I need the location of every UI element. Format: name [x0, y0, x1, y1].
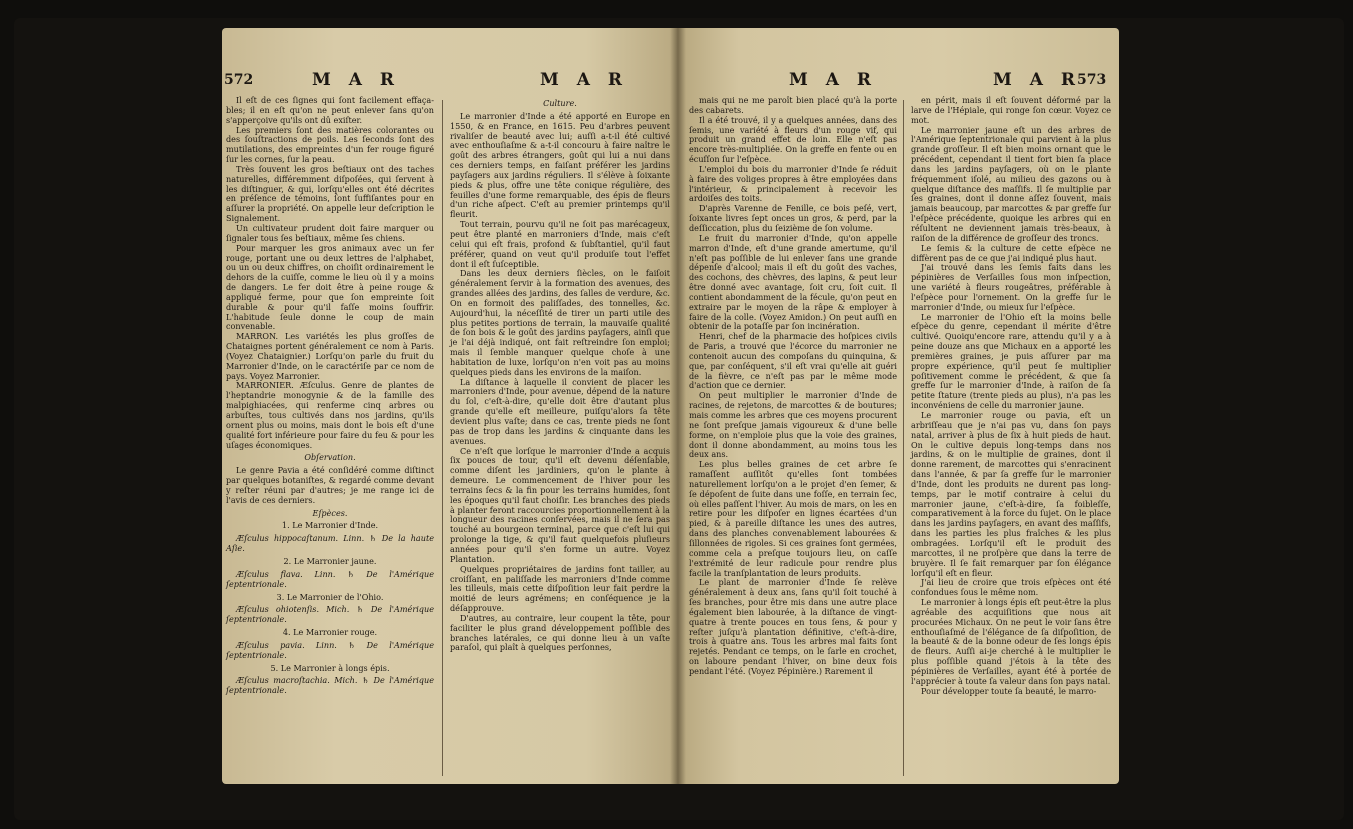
paragraph: Le genre Pavia a été conſidéré comme diſtinct par quelques botaniſtes, & regardé comme devant y reſter réuni par d'autres; je me range ici de l'avis de ces derniers.: [226, 465, 434, 505]
paragraph: On peut multiplier le marronier d'Inde de racines, de rejetons, de marcottes & de boutures; mais comme les arbres que ces moyens procurent ne ſont preſque jamais vigoureux & d'une belle forme, on n'emploie plus que la voie des graines, dont il donne abondamment, au moins tous les deux ans.: [689, 390, 897, 460]
paragraph: Les premiers ſont des matières colorantes ou des ſouſtractions de poils. Les ſeconds ſont des mutilations, des empreintes d'un fer rouge figuré ſur les cornes, ſur la peau.: [226, 124, 434, 165]
species-name: 3. Le Marronier de l'Ohio.: [276, 591, 384, 602]
species-latin: Æſculus pavia. Linn. ♄ De l'Amérique ſeptentrionale.: [226, 639, 434, 660]
paragraph: J'ai lieu de croire que trois eſpèces ont été confondues ſous le même nom.: [911, 577, 1111, 598]
running-head-right-center: M A R: [789, 70, 877, 90]
species-latin: Æſculus macroſtachia. Mich. ♄ De l'Amérique ſeptentrionale.: [226, 675, 434, 696]
paragraph: Le marronier jaune eſt un des arbres de l'Amérique ſeptentrionale qui parvient à la plus grande groſſeur. Il eſt bien moins ornant que le précédent, cependant il tient fort bien ſa place dans les jardins payſagers, où on le plante fréquemment iſolé, au milieu des gazons ou à quelque diſtance des maſſifs. Il ſe multiplie par ſes graines, dont il donne aſſez ſouvent, mais jamais beaucoup, par marcottes & par greffe ſur l'eſpèce précédente, quoique les arbres qui en réſultent ne deviennent jamais très-beaux, à raiſon de la différence de groſſeur des troncs.: [911, 124, 1111, 243]
paragraph: Le marronier d'Inde a été apporté en Europe en 1550, & en France, en 1615. Peu d'arbres peuvent rivaliſer de beauté avec lui; auſſi a-t-il été cultivé avec enthouſiaſme & a-t-il concouru à faire naître le goût des arbres étrangers, goût qui lui a nui dans ces derniers temps, en faiſant préférer les jardins payſagers aux jardins réguliers. Il s'élève à ſoixante pieds & plus, offre une tête conique régulière, des feuilles d'une forme remarquable, des épis de fleurs d'un riche aſpect. C'eſt au premier printemps qu'il fleurit.: [450, 110, 670, 220]
species-name: 1. Le Marronier d'Inde.: [281, 520, 379, 531]
paragraph: Le ſemis & la culture de cette eſpèce ne diffèrent pas de ce que j'ai indiqué plus haut.: [911, 242, 1111, 263]
running-head-right: M A R: [993, 70, 1081, 90]
column-3: [689, 96, 897, 677]
column-2: [450, 96, 670, 653]
section-heading: Culture.: [543, 98, 577, 108]
paragraph: Henri, chef de la pharmacie des hoſpices civils de Paris, a trouvé que l'écorce du marronier ne contenoit aucun des compoſans du quinquina, & que, par conſéquent, s'il eſt vrai qu'elle ait guéri de la fièvre, ce n'eſt pas par le même mode d'action que ce dernier.: [689, 331, 897, 391]
paragraph: MARRON. Les variétés les plus groſſes de Chataignes portent généralement ce nom à Paris. (Voyez Chataignier.) Lorſqu'on parle du fruit du Marronier d'Inde, on le caractériſe par ce nom de pays. Voyez Marronier.: [226, 331, 434, 381]
species-name: 5. Le Marronier à longs épis.: [270, 662, 390, 673]
paragraph: Les plus belles graines de cet arbre ſe ramaſſent auſſitôt qu'elles ſont tombées naturellement lorſqu'on a le projet d'en ſemer, & ſe dépoſent de ſuite dans une foſſe, en terrain ſec, où elles paſſent l'hiver. Au mois de mars, on les en retire pour les diſpoſer en lignes écartées d'un pied, & à pareille diſtance les unes des autres, dans des planches convenablement labourées & ſillonnées de rigoles. Si ces graines ſont germées, comme cela a preſque toujours lieu, on caſſe l'extrémité de leur radicule pour rendre plus facile la tranſplantation de leurs produits.: [689, 459, 897, 578]
paragraph: Le plant de marronier d'Inde ſe relève généralement à deux ans, ſans qu'il ſoit touché à ſes branches, pour être mis dans une autre place également bien labourée, à la diſtance de vingt-quatre à trente pouces en tous ſens, & pour y reſter juſqu'à plantation définitive, c'eſt-à-dire, trois à quatre ans. Tous les arbres mal faits ſont rejetés. Pendant ce temps, on le ſarle en crochet, on laboure pendant l'hiver, on bine deux fois pendant l'été. (Voyez Pépinière.) Rarement il: [689, 577, 897, 676]
paragraph: Pour marquer les gros animaux avec un fer rouge, portant une ou deux lettres de l'alphabet, ou un ou deux chiffres, on choiſit ordinairement le dehors de la cuiſſe, comme le lieu où il y a moins de dangers. Le fer doit être à peine rouge & appliqué ferme, pour que ſon empreinte ſoit durable & pour qu'il faſſe moins ſouffrir. L'habitude ſeule donne le coup de main convenable.: [226, 242, 434, 332]
column-4: [911, 96, 1111, 696]
paragraph: mais qui ne me paroît bien placé qu'à la porte des cabarets.: [689, 95, 897, 115]
paragraph: Ce n'eſt que lorſque le marronier d'Inde a acquis ſix pouces de tour, qu'il eſt devenu déſenſable, comme diſent les jardiniers, qu'on le plante à demeure. Le commencement de l'hiver pour les terrains ſecs & la fin pour les terrains humides, ſont les époques qu'il faut choiſir. Les branches des pieds à planter feront raccourcies proportionnellement à la longueur des racines conſervées, mais il ne ſera pas touché au bourgeon terminal, parce que c'eſt lui qui prolonge la tige, & qu'il faut quelquefois pluſieurs années pour qu'il s'en forme un autre. Voyez Plantation.: [450, 445, 670, 564]
page-number-left: 572: [224, 72, 254, 88]
paragraph: Il eſt de ces ſignes qui ſont facilement effaça-bles; il en eſt qu'on ne peut enlever ſans qu'on s'apperçoive qu'ils ont dû exiſter.: [226, 95, 434, 125]
species-latin: Æſculus hippocaſtanum. Linn. ♄ De la haute Aſie.: [226, 533, 434, 554]
species-latin: Æſculus ohiotenſis. Mich. ♄ De l'Amérique ſeptentrionale.: [226, 604, 434, 625]
paragraph: Quelques propriétaires de jardins font tailler, au croiſſant, en paliſſade les marroniers d'Inde comme les tilleuls, mais cette diſpoſition leur fait perdre la moitié de leurs agrémens; en conſéquence je la déſapprouve.: [450, 563, 670, 614]
page-number-right: 573: [1077, 72, 1107, 88]
paragraph: Tout terrain, pourvu qu'il ne ſoit pas marécageux, peut être planté en marroniers d'Inde, mais c'eſt celui qui eſt frais, profond & ſubſtantiel, qu'il faut préférer, quand on veut qu'il produiſe tout l'effet dont il eſt ſuſceptible.: [450, 219, 670, 269]
section-heading: Eſpèces.: [312, 507, 348, 518]
column-rule: [903, 100, 904, 776]
running-head-left-center: M A R: [540, 70, 628, 90]
section-heading: Obſervation.: [304, 452, 356, 463]
book-gutter-shadow: [670, 28, 686, 784]
paragraph: Il a été trouvé, il y a quelques années, dans des ſemis, une variété à fleurs d'un rouge vif, qui produit un grand effet de loin. Elle n'eſt pas encore très-multipliée. On la greffe en fente ou en écuſſon ſur l'eſpèce.: [689, 114, 897, 165]
paragraph: Très ſouvent les gros beſtiaux ont des taches naturelles, différemment diſpoſées, qui ſervent à les diſtinguer, & qui, lorſqu'elles ont été décrites en préſence de témoins, ſont ſuffiſantes pour en aſſurer la propriété. On appelle leur deſcription le Signalement.: [226, 163, 434, 224]
paragraph: La diſtance à laquelle il convient de placer les marroniers d'Inde, pour avenue, dépend de la nature du ſol, c'eſt-à-dire, qu'elle doit être d'autant plus grande qu'elle eſt meilleure, puiſqu'alors ſa tête devient plus vaſte; dans ce cas, trente pieds ne ſont pas de trop dans les jardins & cinquante dans les avenues.: [450, 376, 670, 446]
paragraph: Le marronier de l'Ohio eſt la moins belle eſpèce du genre, cependant il mérite d'être cultivé. Quoiqu'encore rare, attendu qu'il y a à peine douze ans que Michaux en a apporté les premières graines, je puis aſſurer par ma propre expérience, qu'il peut ſe multiplier poſitivement comme le précédent, & que ſa greffe ſur le marronier d'Inde, à raiſon de ſa petite ſtature (trente pieds au plus), n'a pas les inconvéniens de celle du marronier jaune.: [911, 311, 1111, 411]
running-head-left: M A R: [312, 70, 400, 90]
paragraph: L'emploi du bois du marronier d'Inde ſe réduit à faire des voliges propres à être employées dans l'intérieur, & principalement à recevoir les ardoiſes des toits.: [689, 163, 897, 204]
paragraph: D'autres, au contraire, leur coupent la tête, pour faciliter le plus grand développement poſſible des branches latérales, ce qui donne lieu à un vaſte paraſol, qui plaît à quelques perſonnes,: [450, 612, 670, 653]
paragraph: Le marronier à longs épis eſt peut-être la plus agréable des acquiſitions que nous ait procurées Michaux. On ne peut le voir ſans être enthouſiaſmé de l'élégance de ſa diſpoſition, de la beauté & de la bonne odeur de ſes longs épis de fleurs. Auſſi ai-je cherché à le multiplier le plus poſſible quand j'étois à la tête des pépinières de Verſailles, ayant été à portée de l'apprécier à toute ſa valeur dans ſon pays natal.: [911, 597, 1111, 686]
species-latin: Æſculus flava. Linn. ♄ De l'Amérique ſeptentrionale.: [226, 568, 434, 589]
paragraph: en périt, mais il eſt ſouvent déformé par la larve de l'Hépiale, qui ronge ſon cœur. Voyez ce mot.: [911, 95, 1111, 125]
column-rule: [442, 100, 443, 776]
column-1: [226, 96, 434, 696]
paragraph: Le marronier rouge ou pavia, eſt un arbriſſeau que je n'ai pas vu, dans ſon pays natal, arriver à plus de ſix à huit pieds de haut. On le cultive depuis long-temps dans nos jardins, & on le multiplie de graines, dont il donne rarement, de marcottes qui s'enracinent dans l'année, & par ſa greffe ſur le marronier d'Inde, dont les produits ne durent pas long-temps, par le motif contraire à celui du marronier jaune, c'eſt-à-dire, ſa foibleſſe, comparativement à la force du ſujet. On le place dans les jardins payſagers, en avant des maſſifs, dans les parties les plus fraîches & les plus ombragées. Lorſqu'il eſt le produit des marcottes, il ne proſpère que dans la terre de bruyère. Il ſe fait remarquer par ſon élégance lorſqu'il eſt en fleur.: [911, 410, 1111, 578]
paragraph: D'après Varenne de Fenille, ce bois peſé, vert, ſoixante livres ſept onces un gros, & perd, par la deſſiccation, plus du ſeizième de ſon volume.: [689, 203, 897, 233]
paragraph: J'ai trouvé dans les ſemis faits dans les pépinières de Verſailles ſous mon inſpection, une variété à fleurs rougeâtres, préférable à l'eſpèce pour l'ornement. On la greffe ſur le marronier d'Inde, ou mieux ſur l'eſpèce.: [911, 262, 1111, 312]
paragraph: MARRONIER. Æſculus. Genre de plantes de l'heptandrie monogynie & de la famille des malpighiacées, qui renferme cinq arbres ou arbuſtes, tous cultivés dans nos jardins, qu'ils ornent plus ou moins, mais dont le bois eſt d'une qualité fort inférieure pour faire du feu & pour les uſages économiques.: [226, 380, 434, 450]
species-name: 2. Le Marronier jaune.: [283, 555, 377, 566]
right-page: [677, 28, 1119, 784]
paragraph: Pour développer toute ſa beauté, le marro-: [921, 685, 1097, 696]
paragraph: Le fruit du marronier d'Inde, qu'on appelle marron d'Inde, eſt d'une grande amertume, qu'il n'eſt pas poſſible de lui enlever ſans une grande dépenſe d'alcool; mais il eſt du goût des vaches, des cochons, des chèvres, des lapins, & peut leur être donné avec avantage, ſoit cru, ſoit cuit. Il contient abondamment de la fécule, qu'on peut en extraire par le moyen de la râpe & employer à faire de la colle. (Voyez Amidon.) On peut auſſi en obtenir de la potaſſe par ſon incinération.: [689, 232, 897, 332]
paragraph: Dans les deux derniers ſiècles, on le faiſoit généralement ſervir à la formation des avenues, des grandes allées des jardins, des ſalles de verdure, &c. On en formoit des paliſſades, des tonnelles, &c. Aujourd'hui, la néceſſité de tirer un parti utile des plus petites portions de terrain, la mauvaiſe qualité de ſon bois & le goût des jardins payſagers, ainſi que je l'ai déjà indiqué, ont fait reſtreindre ſon emploi; mais il ſemble manquer quelque choſe à une habitation de luxe, lorſqu'on n'en voit pas au moins quelques pieds dans les environs de la maiſon.: [450, 268, 670, 377]
left-page: [222, 28, 677, 784]
species-name: 4. Le Marronier rouge.: [282, 627, 378, 638]
paragraph: Un cultivateur prudent doit faire marquer ou ſignaler tous ſes beſtiaux, même ſes chiens.: [226, 222, 434, 243]
